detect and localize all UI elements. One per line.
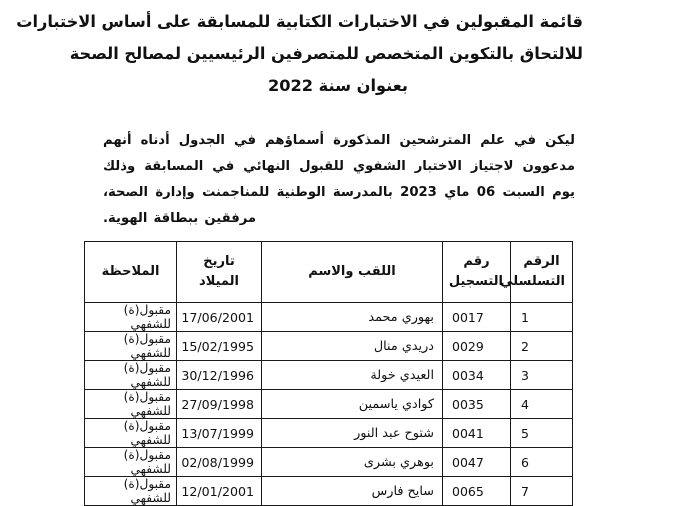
table-row	[85, 477, 573, 506]
table-header	[85, 242, 573, 303]
cell-serial: 3	[511, 361, 573, 390]
cell-name: بهوري محمد	[262, 303, 443, 332]
cell-note: مقبول(ة) للشفهي	[85, 390, 177, 419]
table-row	[85, 390, 573, 419]
cell-note: مقبول(ة) للشفهي	[85, 332, 177, 361]
cell-registration: 0065	[443, 477, 511, 506]
cell-registration: 0029	[443, 332, 511, 361]
cell-name: سايح فارس	[262, 477, 443, 506]
title-line-1: قائمة المقبولين في الاختبارات الكتابية للمسابقة على أساس الاختبارات	[16, 12, 583, 31]
column-header-note: الملاحظة	[85, 242, 177, 303]
column-header-serial-line1: الرقم	[523, 254, 560, 269]
cell-registration: 0047	[443, 448, 511, 477]
cell-serial: 6	[511, 448, 573, 477]
cell-serial: 4	[511, 390, 573, 419]
cell-registration: 0034	[443, 361, 511, 390]
cell-dob: 15/02/1995	[177, 332, 262, 361]
cell-registration: 0035	[443, 390, 511, 419]
cell-dob: 30/12/1996	[177, 361, 262, 390]
column-header-serial-line2: التسلسلي	[500, 274, 565, 289]
column-header-registration-line2: التسجيل	[448, 274, 503, 289]
cell-name: شتوح عبد النور	[262, 419, 443, 448]
cell-dob: 02/08/1999	[177, 448, 262, 477]
results-table	[84, 241, 573, 506]
cell-note: مقبول(ة) للشفهي	[85, 477, 177, 506]
column-header-name: اللقب والاسم	[262, 242, 443, 303]
cell-name: العيدي خولة	[262, 361, 443, 390]
cell-note: مقبول(ة) للشفهي	[85, 303, 177, 332]
cell-dob: 13/07/1999	[177, 419, 262, 448]
document-title	[16, 6, 583, 102]
cell-note: مقبول(ة) للشفهي	[85, 419, 177, 448]
table-row	[85, 332, 573, 361]
cell-serial: 7	[511, 477, 573, 506]
cell-name: كوادي ياسمين	[262, 390, 443, 419]
table-row	[85, 361, 573, 390]
cell-registration: 0041	[443, 419, 511, 448]
cell-registration: 0017	[443, 303, 511, 332]
table-row	[85, 448, 573, 477]
title-line-3: بعنوان سنة 2022	[267, 76, 408, 95]
cell-note: مقبول(ة) للشفهي	[85, 361, 177, 390]
cell-dob: 17/06/2001	[177, 303, 262, 332]
column-header-serial	[500, 242, 573, 303]
column-header-registration	[443, 242, 511, 303]
cell-dob: 12/01/2001	[177, 477, 262, 506]
cell-name: بوهري بشرى	[262, 448, 443, 477]
column-header-registration-line1: رقم	[463, 254, 490, 269]
cell-serial: 2	[511, 332, 573, 361]
cell-serial: 5	[511, 419, 573, 448]
column-header-dob: تاريخ الميلاد	[177, 242, 262, 303]
cell-note: مقبول(ة) للشفهي	[85, 448, 177, 477]
cell-serial: 1	[511, 303, 573, 332]
table-body	[85, 303, 573, 506]
table-row	[85, 303, 573, 332]
table-header-row	[85, 242, 573, 303]
title-line-2: للالتحاق بالتكوين المتخصص للمتصرفين الرئيسيين لمصالح الصحة	[69, 44, 583, 63]
cell-dob: 27/09/1998	[177, 390, 262, 419]
table-row	[85, 419, 573, 448]
intro-paragraph: ليكن في علم المترشحين المذكورة أسماؤهم في الجدول أدناه أنهم مدعوون لاجتياز الاختبار الشفوي للقبول النهائي في المسابقة وذلك يوم السبت 06 ماي 2023 بالمدرسة الوطنية للمناجمنت وإدارة الصحة، مرفقين ببطاقة الهوية.	[103, 133, 575, 226]
cell-name: دريدي منال	[262, 332, 443, 361]
